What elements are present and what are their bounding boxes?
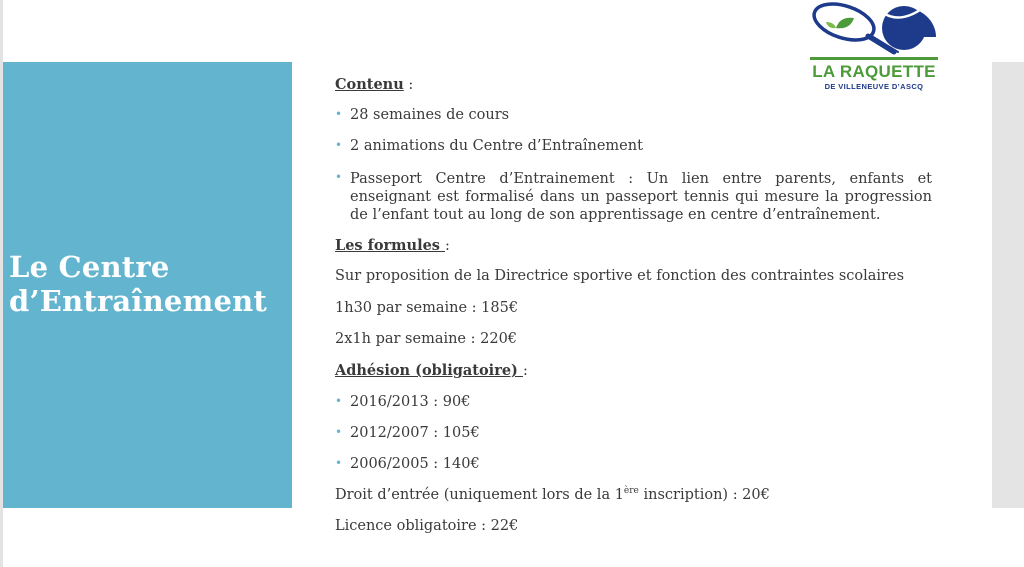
licence-line: Licence obligatoire : 22€ [335,518,519,534]
logo-subtitle: DE VILLENEUVE D’ASCQ [824,82,924,91]
droit-entree-sup: ère [623,486,639,497]
droit-entree-amount: inscription) : 20€ [638,487,770,503]
club-logo [808,2,940,92]
slide-title: Le Centre d’Entraînement [9,250,267,318]
formule-option: 1h30 par semaine : 185€ [335,300,519,316]
bullet-icon: • [335,425,343,439]
bullet-icon: • [335,456,343,470]
bullet-icon: • [335,107,343,121]
adhesion-heading-suffix: : [522,363,528,379]
list-item-text: 2 animations du Centre d’Entraînement [350,138,643,154]
formules-heading: Les formules [335,237,446,254]
formules-heading-line [335,237,450,254]
list-item-text: 2016/2013 : 90€ [350,394,471,410]
contenu-heading-suffix: : [403,77,414,93]
adhesion-heading-line [335,362,528,379]
list-item-text: 28 semaines de cours [350,107,510,123]
droit-entree-text: Droit d’entrée (uniquement lors de la 1 [335,487,624,503]
racket-ball-icon [808,2,940,62]
adhesion-heading: Adhésion (obligatoire) [335,362,523,379]
droit-entree-line [335,487,770,503]
bullet-icon: • [335,138,343,152]
formules-heading-suffix: : [445,238,450,254]
formules-note: Sur proposition de la Directrice sportive et fonction des contraintes scolaires [335,268,905,284]
bullet-icon: • [335,394,343,408]
list-item-text: 2006/2005 : 140€ [350,456,480,472]
bullet-icon: • [335,170,343,184]
contenu-heading-line [335,76,413,93]
logo-name: LA RAQUETTE [812,62,936,81]
formule-option: 2x1h par semaine : 220€ [335,331,518,347]
list-item-text: 2012/2007 : 105€ [350,425,480,441]
passeport-paragraph: Passeport Centre d’Entrainement : Un lien entre parents, enfants et enseignant est formalisé dans un passeport tennis qui mesure la progression de l’enfant tout au long de son apprentissage en centre d’entraînement. [350,171,932,223]
right-strip [992,62,1024,508]
contenu-heading: Contenu [335,76,404,93]
